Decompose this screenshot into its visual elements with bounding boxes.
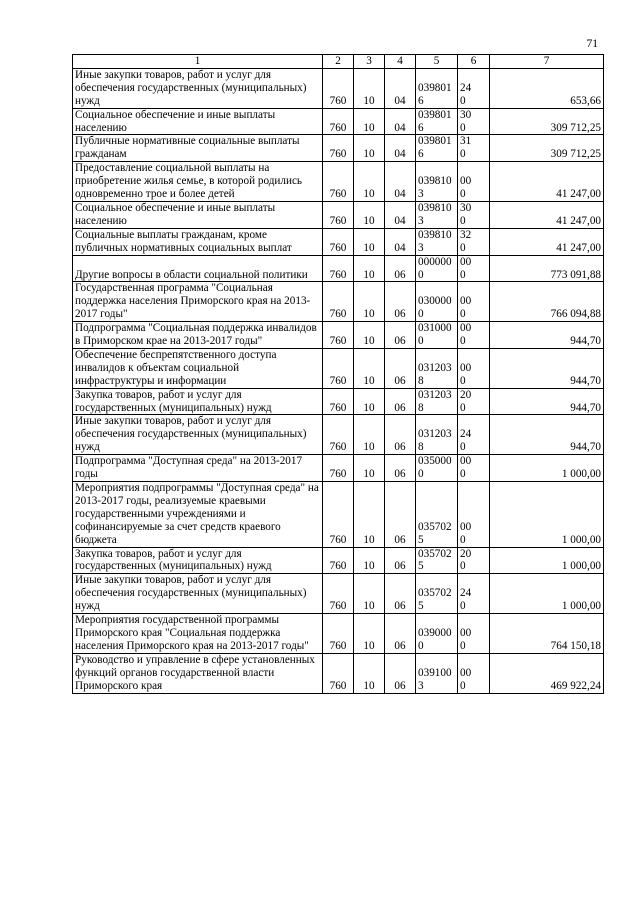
- target-item-code-cell: 031203 8: [416, 415, 458, 455]
- item-name-cell: Публичные нормативные социальные выплаты гражданам: [73, 135, 323, 162]
- item-name-cell: Предоставление социальной выплаты на приобретение жилья семье, в которой родились одновременно трое и более детей: [73, 162, 323, 202]
- amount-cell: 1 000,00: [490, 574, 604, 614]
- amount-cell: 469 922,24: [490, 653, 604, 693]
- table-row: [73, 455, 604, 482]
- section-code-cell: 10: [354, 614, 385, 654]
- item-name-cell: Подпрограмма "Доступная среда" на 2013-2017 годы: [73, 455, 323, 482]
- item-name-cell: Иные закупки товаров, работ и услуг для обеспечения государственных (муниципальных) нужд: [73, 574, 323, 614]
- table-row: [73, 322, 604, 349]
- amount-cell: 1 000,00: [490, 455, 604, 482]
- section-code-cell: 10: [354, 228, 385, 255]
- subsection-code-cell: 06: [385, 455, 416, 482]
- subsection-code-cell: 06: [385, 348, 416, 388]
- table-row: [73, 282, 604, 322]
- table-row: [73, 415, 604, 455]
- ministry-code-cell: 760: [323, 322, 354, 349]
- expense-type-code-cell: 20 0: [458, 388, 490, 415]
- section-code-cell: 10: [354, 68, 385, 108]
- subsection-code-cell: 06: [385, 255, 416, 282]
- expense-type-code-cell: 00 0: [458, 255, 490, 282]
- expense-type-code-cell: 00 0: [458, 282, 490, 322]
- section-code-cell: 10: [354, 108, 385, 135]
- ministry-code-cell: 760: [323, 135, 354, 162]
- section-code-cell: 10: [354, 455, 385, 482]
- subsection-code-cell: 06: [385, 415, 416, 455]
- subsection-code-cell: 06: [385, 574, 416, 614]
- ministry-code-cell: 760: [323, 388, 354, 415]
- item-name-cell: Социальное обеспечение и иные выплаты населению: [73, 108, 323, 135]
- ministry-code-cell: 760: [323, 547, 354, 574]
- ministry-code-cell: 760: [323, 614, 354, 654]
- table-row: [73, 388, 604, 415]
- budget-table: [72, 54, 604, 694]
- header-cell: 2: [323, 55, 354, 69]
- header-cell: 1: [73, 55, 323, 69]
- subsection-code-cell: 06: [385, 322, 416, 349]
- target-item-code-cell: 031203 8: [416, 388, 458, 415]
- section-code-cell: 10: [354, 388, 385, 415]
- target-item-code-cell: 039810 3: [416, 228, 458, 255]
- target-item-code-cell: 035000 0: [416, 455, 458, 482]
- ministry-code-cell: 760: [323, 162, 354, 202]
- section-code-cell: 10: [354, 135, 385, 162]
- item-name-cell: Подпрограмма "Социальная поддержка инвалидов в Приморском крае на 2013-2017 годы": [73, 322, 323, 349]
- section-code-cell: 10: [354, 162, 385, 202]
- section-code-cell: 10: [354, 482, 385, 548]
- item-name-cell: Закупка товаров, работ и услуг для государственных (муниципальных) нужд: [73, 388, 323, 415]
- table-row: [73, 68, 604, 108]
- target-item-code-cell: 035702 5: [416, 574, 458, 614]
- table-row: [73, 574, 604, 614]
- subsection-code-cell: 06: [385, 482, 416, 548]
- amount-cell: 944,70: [490, 415, 604, 455]
- header-cell: 5: [416, 55, 458, 69]
- expense-type-code-cell: 24 0: [458, 68, 490, 108]
- subsection-code-cell: 04: [385, 228, 416, 255]
- ministry-code-cell: 760: [323, 653, 354, 693]
- ministry-code-cell: 760: [323, 282, 354, 322]
- section-code-cell: 10: [354, 653, 385, 693]
- expense-type-code-cell: 00 0: [458, 162, 490, 202]
- target-item-code-cell: 030000 0: [416, 282, 458, 322]
- header-cell: 4: [385, 55, 416, 69]
- target-item-code-cell: 039000 0: [416, 614, 458, 654]
- table-row: [73, 255, 604, 282]
- item-name-cell: Другие вопросы в области социальной политики: [73, 255, 323, 282]
- ministry-code-cell: 760: [323, 415, 354, 455]
- target-item-code-cell: 039810 3: [416, 162, 458, 202]
- amount-cell: 653,66: [490, 68, 604, 108]
- subsection-code-cell: 04: [385, 162, 416, 202]
- header-cell: 6: [458, 55, 490, 69]
- section-code-cell: 10: [354, 574, 385, 614]
- expense-type-code-cell: 24 0: [458, 574, 490, 614]
- target-item-code-cell: 000000 0: [416, 255, 458, 282]
- subsection-code-cell: 04: [385, 201, 416, 228]
- section-code-cell: 10: [354, 282, 385, 322]
- ministry-code-cell: 760: [323, 574, 354, 614]
- target-item-code-cell: 035702 5: [416, 547, 458, 574]
- table-row: [73, 201, 604, 228]
- expense-type-code-cell: 00 0: [458, 455, 490, 482]
- table-row: [73, 228, 604, 255]
- amount-cell: 41 247,00: [490, 162, 604, 202]
- ministry-code-cell: 760: [323, 68, 354, 108]
- amount-cell: 309 712,25: [490, 135, 604, 162]
- target-item-code-cell: 039801 6: [416, 135, 458, 162]
- table-row: [73, 348, 604, 388]
- ministry-code-cell: 760: [323, 455, 354, 482]
- ministry-code-cell: 760: [323, 255, 354, 282]
- expense-type-code-cell: 32 0: [458, 228, 490, 255]
- target-item-code-cell: 039100 3: [416, 653, 458, 693]
- section-code-cell: 10: [354, 547, 385, 574]
- item-name-cell: Мероприятия подпрограммы "Доступная среда" на 2013-2017 годы, реализуемые краевыми государственными учреждениями и софинансируемые за счет средств краевого бюджета: [73, 482, 323, 548]
- expense-type-code-cell: 00 0: [458, 322, 490, 349]
- target-item-code-cell: 039801 6: [416, 108, 458, 135]
- table-row: [73, 482, 604, 548]
- table-row: [73, 135, 604, 162]
- amount-cell: 1 000,00: [490, 547, 604, 574]
- item-name-cell: Закупка товаров, работ и услуг для государственных (муниципальных) нужд: [73, 547, 323, 574]
- expense-type-code-cell: 20 0: [458, 547, 490, 574]
- item-name-cell: Государственная программа "Социальная поддержка населения Приморского края на 2013-2017 годы": [73, 282, 323, 322]
- item-name-cell: Руководство и управление в сфере установленных функций органов государственной власти Приморского края: [73, 653, 323, 693]
- item-name-cell: Социальное обеспечение и иные выплаты населению: [73, 201, 323, 228]
- expense-type-code-cell: 30 0: [458, 201, 490, 228]
- expense-type-code-cell: 31 0: [458, 135, 490, 162]
- section-code-cell: 10: [354, 201, 385, 228]
- subsection-code-cell: 06: [385, 547, 416, 574]
- table-row: [73, 108, 604, 135]
- amount-cell: 766 094,88: [490, 282, 604, 322]
- target-item-code-cell: 031000 0: [416, 322, 458, 349]
- expense-type-code-cell: 00 0: [458, 653, 490, 693]
- subsection-code-cell: 06: [385, 653, 416, 693]
- amount-cell: 773 091,88: [490, 255, 604, 282]
- subsection-code-cell: 04: [385, 108, 416, 135]
- item-name-cell: Иные закупки товаров, работ и услуг для обеспечения государственных (муниципальных) нужд: [73, 68, 323, 108]
- amount-cell: 764 150,18: [490, 614, 604, 654]
- amount-cell: 944,70: [490, 322, 604, 349]
- target-item-code-cell: 031203 8: [416, 348, 458, 388]
- subsection-code-cell: 06: [385, 388, 416, 415]
- subsection-code-cell: 06: [385, 614, 416, 654]
- header-cell: 7: [490, 55, 604, 69]
- table-row: [73, 162, 604, 202]
- expense-type-code-cell: 30 0: [458, 108, 490, 135]
- table-row: [73, 547, 604, 574]
- amount-cell: 41 247,00: [490, 228, 604, 255]
- item-name-cell: Мероприятия государственной программы Приморского края "Социальная поддержка населения Приморского края на 2013-2017 годы": [73, 614, 323, 654]
- section-code-cell: 10: [354, 415, 385, 455]
- table-header-row: [73, 55, 604, 69]
- ministry-code-cell: 760: [323, 201, 354, 228]
- subsection-code-cell: 04: [385, 135, 416, 162]
- subsection-code-cell: 06: [385, 282, 416, 322]
- item-name-cell: Обеспечение беспрепятственного доступа инвалидов к объектам социальной инфраструктуры и информации: [73, 348, 323, 388]
- header-cell: 3: [354, 55, 385, 69]
- ministry-code-cell: 760: [323, 348, 354, 388]
- ministry-code-cell: 760: [323, 228, 354, 255]
- expense-type-code-cell: 00 0: [458, 348, 490, 388]
- expense-type-code-cell: 24 0: [458, 415, 490, 455]
- item-name-cell: Иные закупки товаров, работ и услуг для обеспечения государственных (муниципальных) нужд: [73, 415, 323, 455]
- section-code-cell: 10: [354, 322, 385, 349]
- target-item-code-cell: 035702 5: [416, 482, 458, 548]
- expense-type-code-cell: 00 0: [458, 482, 490, 548]
- amount-cell: 41 247,00: [490, 201, 604, 228]
- section-code-cell: 10: [354, 255, 385, 282]
- amount-cell: 309 712,25: [490, 108, 604, 135]
- item-name-cell: Социальные выплаты гражданам, кроме публичных нормативных социальных выплат: [73, 228, 323, 255]
- target-item-code-cell: 039810 3: [416, 201, 458, 228]
- subsection-code-cell: 04: [385, 68, 416, 108]
- target-item-code-cell: 039801 6: [416, 68, 458, 108]
- amount-cell: 944,70: [490, 388, 604, 415]
- ministry-code-cell: 760: [323, 482, 354, 548]
- page-number: 71: [586, 38, 598, 50]
- expense-type-code-cell: 00 0: [458, 614, 490, 654]
- amount-cell: 944,70: [490, 348, 604, 388]
- section-code-cell: 10: [354, 348, 385, 388]
- table-row: [73, 653, 604, 693]
- ministry-code-cell: 760: [323, 108, 354, 135]
- amount-cell: 1 000,00: [490, 482, 604, 548]
- table-row: [73, 614, 604, 654]
